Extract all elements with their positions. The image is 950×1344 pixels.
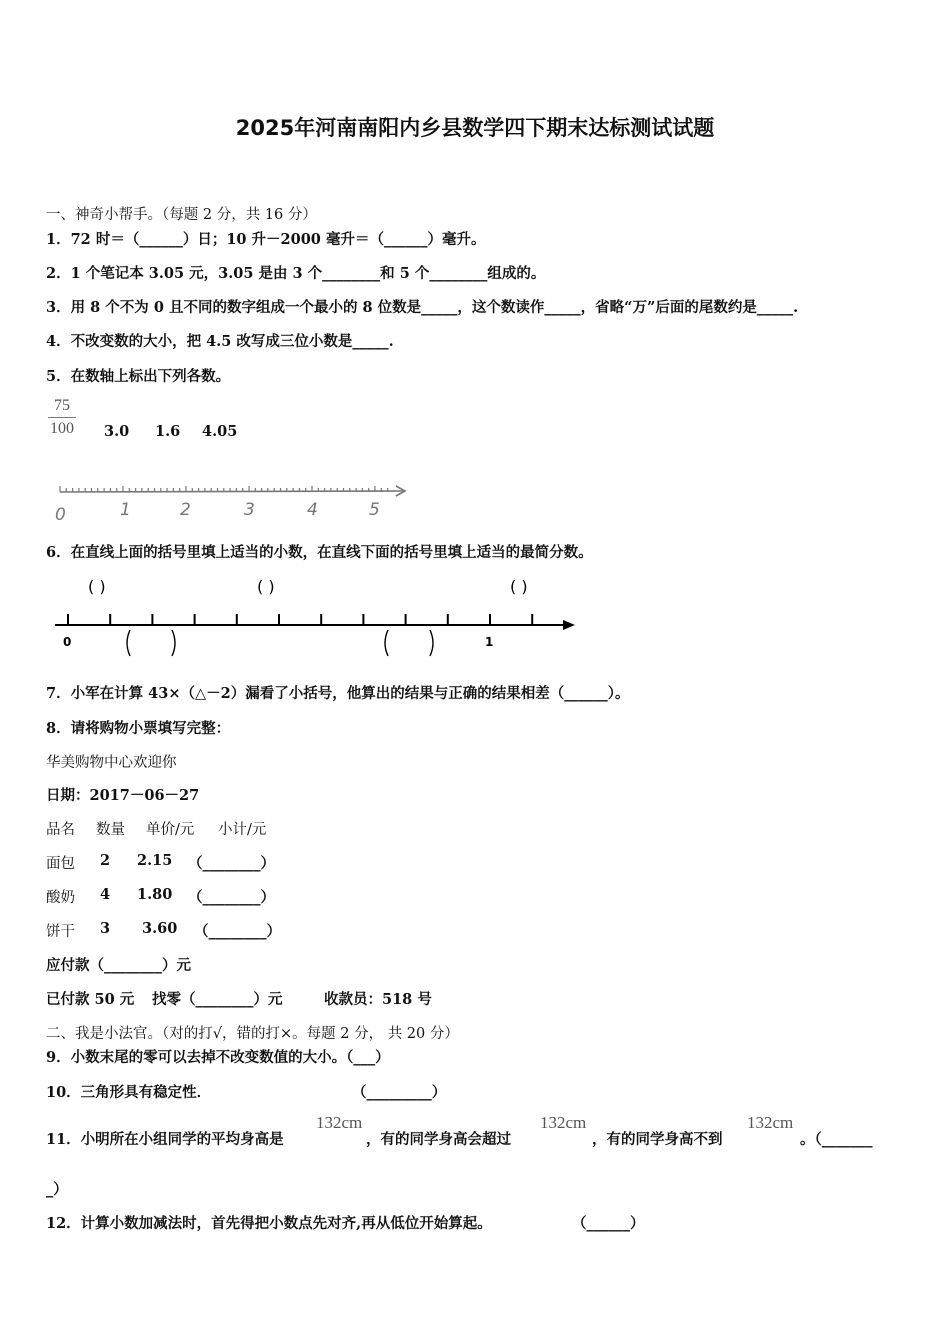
nl1-label-5: 5 bbox=[369, 500, 380, 520]
receipt-row-name: 面包 bbox=[46, 856, 75, 872]
page-title: 2025年河南南阳内乡县数学四下期末达标测试试题 bbox=[235, 116, 715, 140]
receipt-row-price: 2.15 bbox=[137, 852, 173, 869]
question-10-blank: （_________） bbox=[352, 1084, 447, 1101]
question-8: 8．请将购物小票填写完整： bbox=[46, 720, 231, 737]
question-9: 9．小数末尾的零可以去掉不改变数值的大小。（___） bbox=[46, 1049, 390, 1066]
receipt-row-subtotal: （________） bbox=[188, 855, 275, 872]
question-1: 1．72 时＝（______）日；10 升－2000 毫升＝（______）毫升。 bbox=[46, 231, 486, 248]
receipt-row-qty: 2 bbox=[100, 852, 111, 869]
receipt-date: 日期：2017－06－27 bbox=[46, 787, 200, 804]
question-7: 7．小军在计算 43×（△－2）漏看了小括号，他算出的结果与正确的结果相差（______）。 bbox=[46, 685, 630, 702]
nl2-paren-top-3: ( ) bbox=[510, 577, 528, 596]
receipt-row-subtotal: （________） bbox=[188, 889, 275, 906]
receipt-due: 应付款（________）元 bbox=[46, 957, 191, 974]
question-3: 3．用 8 个不为 0 且不同的数字组成一个最小的 8 位数是_____，这个数读作_____，省略“万”后面的尾数约是_____. bbox=[46, 299, 799, 316]
receipt-paid: 已付款 50 元 bbox=[46, 991, 135, 1008]
q11-value-3: 132cm bbox=[747, 1113, 794, 1132]
receipt-header-price: 单价/元 bbox=[146, 822, 195, 838]
q5-number-1: 3.0 bbox=[104, 423, 130, 440]
nl1-label-0: 0 bbox=[55, 505, 66, 525]
q11-text-4: 。（_______ bbox=[800, 1131, 873, 1148]
receipt-row-qty: 3 bbox=[100, 920, 111, 937]
receipt-row-price: 3.60 bbox=[142, 920, 178, 937]
fraction-denominator: 100 bbox=[50, 420, 74, 437]
receipt-store: 华美购物中心欢迎你 bbox=[46, 755, 177, 771]
q11-value-1: 132cm bbox=[316, 1113, 363, 1132]
nl2-label-0: 0 bbox=[63, 635, 72, 649]
receipt-header-name: 品名 bbox=[46, 822, 75, 838]
receipt-change: 找零（________）元 bbox=[152, 991, 283, 1008]
section1-heading: 一、神奇小帮手。（每题 2 分，共 16 分） bbox=[46, 207, 317, 223]
receipt-header-subtotal: 小计/元 bbox=[218, 822, 267, 838]
q11-text-1: 11．小明所在小组同学的平均身高是 bbox=[46, 1131, 284, 1148]
q11-text-5: _） bbox=[46, 1181, 68, 1198]
nl2-label-1: 1 bbox=[485, 635, 494, 649]
question-12-blank: （______） bbox=[572, 1215, 645, 1232]
fraction-numerator: 75 bbox=[54, 397, 70, 414]
question-10: 10．三角形具有稳定性． bbox=[46, 1084, 212, 1101]
q11-text-2: ，有的同学身高会超过 bbox=[366, 1131, 511, 1148]
question-2: 2．1 个笔记本 3.05 元，3.05 是由 3 个________和 5 个________组成的。 bbox=[46, 265, 546, 282]
nl1-label-1: 1 bbox=[120, 500, 131, 520]
question-12: 12．计算小数加减法时，首先得把小数点先对齐,再从低位开始算起。 bbox=[46, 1215, 492, 1232]
nl1-label-2: 2 bbox=[180, 500, 191, 520]
receipt-row-subtotal: （________） bbox=[194, 923, 281, 940]
question-6: 6．在直线上面的括号里填上适当的小数，在直线下面的括号里填上适当的最简分数。 bbox=[46, 544, 593, 561]
nl2-paren-top-2: ( ) bbox=[257, 577, 275, 596]
question-4: 4．不改变数的大小，把 4.5 改写成三位小数是_____. bbox=[46, 333, 394, 350]
nl1-label-4: 4 bbox=[307, 500, 318, 520]
nl1-label-3: 3 bbox=[244, 500, 255, 520]
q5-number-3: 4.05 bbox=[202, 423, 238, 440]
q11-value-2: 132cm bbox=[540, 1113, 587, 1132]
q11-text-3: ，有的同学身高不到 bbox=[592, 1131, 723, 1148]
receipt-row-qty: 4 bbox=[100, 886, 111, 903]
receipt-row-name: 酸奶 bbox=[46, 890, 75, 906]
q5-number-2: 1.6 bbox=[155, 423, 181, 440]
receipt-row-name: 饼干 bbox=[46, 924, 75, 940]
receipt-header-qty: 数量 bbox=[96, 822, 125, 838]
section2-heading: 二、我是小法官。（对的打√，错的打×。每题 2 分， 共 20 分） bbox=[46, 1026, 459, 1042]
nl2-paren-top-1: ( ) bbox=[88, 577, 106, 596]
receipt-cashier: 收款员：518 号 bbox=[324, 991, 432, 1008]
question-5: 5．在数轴上标出下列各数。 bbox=[46, 368, 231, 385]
receipt-row-price: 1.80 bbox=[137, 886, 173, 903]
